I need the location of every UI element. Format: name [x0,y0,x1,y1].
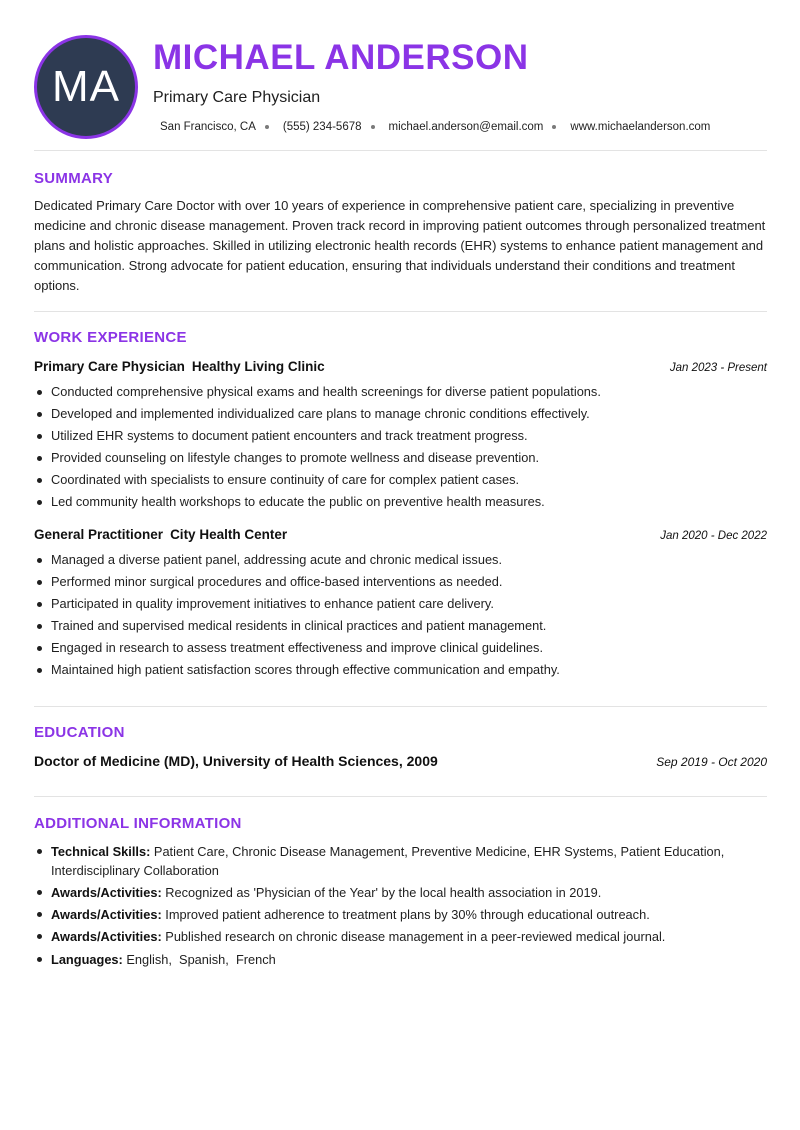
list-item [34,883,767,902]
separator-dot-icon [371,125,375,129]
list-item: Trained and supervised medical residents in clinical practices and patient management. [34,615,767,637]
avatar [34,35,138,139]
item-text: Improved patient adherence to treatment plans by 30% through educational outreach. [165,907,650,922]
education-dates: Sep 2019 - Oct 2020 [656,755,767,769]
additional-heading: ADDITIONAL INFORMATION [34,815,242,832]
avatar-initials: MA [52,62,120,111]
item-text: Patient Care, Chronic Disease Management, Preventive Medicine, EHR Systems, Patient Education, Interdisciplinary Collaboration [51,844,725,878]
education-heading: EDUCATION [34,724,125,741]
candidate-name: MICHAEL ANDERSON [153,38,529,77]
additional-list [34,842,767,972]
item-label: Technical Skills: [51,844,151,859]
job-dates: Jan 2023 - Present [669,362,767,374]
separator-dot-icon [552,125,556,129]
summary-text: Dedicated Primary Care Doctor with over 10 years of experience in comprehensive patient care, specializing in preventive medicine and chronic disease management. Proven track record in improving patient outcomes through personalized treatment plans and holistic approaches. Skilled in utilizing electronic health records (EHR) systems to enhance patient management and communication. Strong advocate for patient education, ensuring that individuals understand their conditions and treatment options. [34,198,766,293]
list-item [34,842,767,880]
separator-dot-icon [265,125,269,129]
candidate-title: Primary Care Physician [153,89,321,106]
job-company: Healthy Living Clinic [191,359,325,374]
list-item: Developed and implemented individualized care plans to manage chronic conditions effectively. [34,403,767,425]
job-bullets [34,549,767,681]
item-text: Recognized as 'Physician of the Year' by the local health association in 2019. [165,885,602,900]
job-dates: Jan 2020 - Dec 2022 [660,530,767,542]
item-label: Languages: [51,952,123,967]
contact-website[interactable]: www.michaelanderson.com [570,121,711,133]
divider [34,706,767,707]
list-item: Coordinated with specialists to ensure continuity of care for complex patient cases. [34,469,767,491]
item-text: English, Spanish, French [126,952,276,967]
job-header [34,526,767,544]
education-entry [34,753,767,769]
divider [34,311,767,312]
divider [34,150,767,151]
contact-line [160,121,710,133]
item-text: Published research on chronic disease management in a peer-reviewed medical journal. [165,929,666,944]
list-item [34,950,767,969]
list-item [34,905,767,924]
summary-heading: SUMMARY [34,170,114,187]
list-item: Maintained high patient satisfaction scores through effective communication and empathy. [34,659,767,681]
list-item: Performed minor surgical procedures and office-based interventions as needed. [34,571,767,593]
job-company: City Health Center [170,527,288,542]
list-item: Led community health workshops to educate the public on preventive health measures. [34,491,767,513]
job-role: General Practitioner [34,527,164,542]
item-label: Awards/Activities: [51,885,162,900]
list-item: Conducted comprehensive physical exams and health screenings for diverse patient populations. [34,381,767,403]
job-header [34,358,767,376]
job-role: Primary Care Physician [34,359,185,374]
list-item: Provided counseling on lifestyle changes to promote wellness and disease prevention. [34,447,767,469]
list-item [34,927,767,946]
list-item: Participated in quality improvement initiatives to enhance patient care delivery. [34,593,767,615]
divider [34,796,767,797]
contact-email[interactable]: michael.anderson@email.com [388,121,544,133]
item-label: Awards/Activities: [51,929,162,944]
list-item: Engaged in research to assess treatment effectiveness and improve clinical guidelines. [34,637,767,659]
contact-location: San Francisco, CA [160,121,256,133]
job-bullets [34,381,767,513]
experience-heading: WORK EXPERIENCE [34,329,187,346]
education-degree: Doctor of Medicine (MD), University of Health Sciences, 2009 [34,753,438,769]
item-label: Awards/Activities: [51,907,162,922]
list-item: Utilized EHR systems to document patient encounters and track treatment progress. [34,425,767,447]
list-item: Managed a diverse patient panel, addressing acute and chronic medical issues. [34,549,767,571]
contact-phone: (555) 234-5678 [282,121,362,133]
